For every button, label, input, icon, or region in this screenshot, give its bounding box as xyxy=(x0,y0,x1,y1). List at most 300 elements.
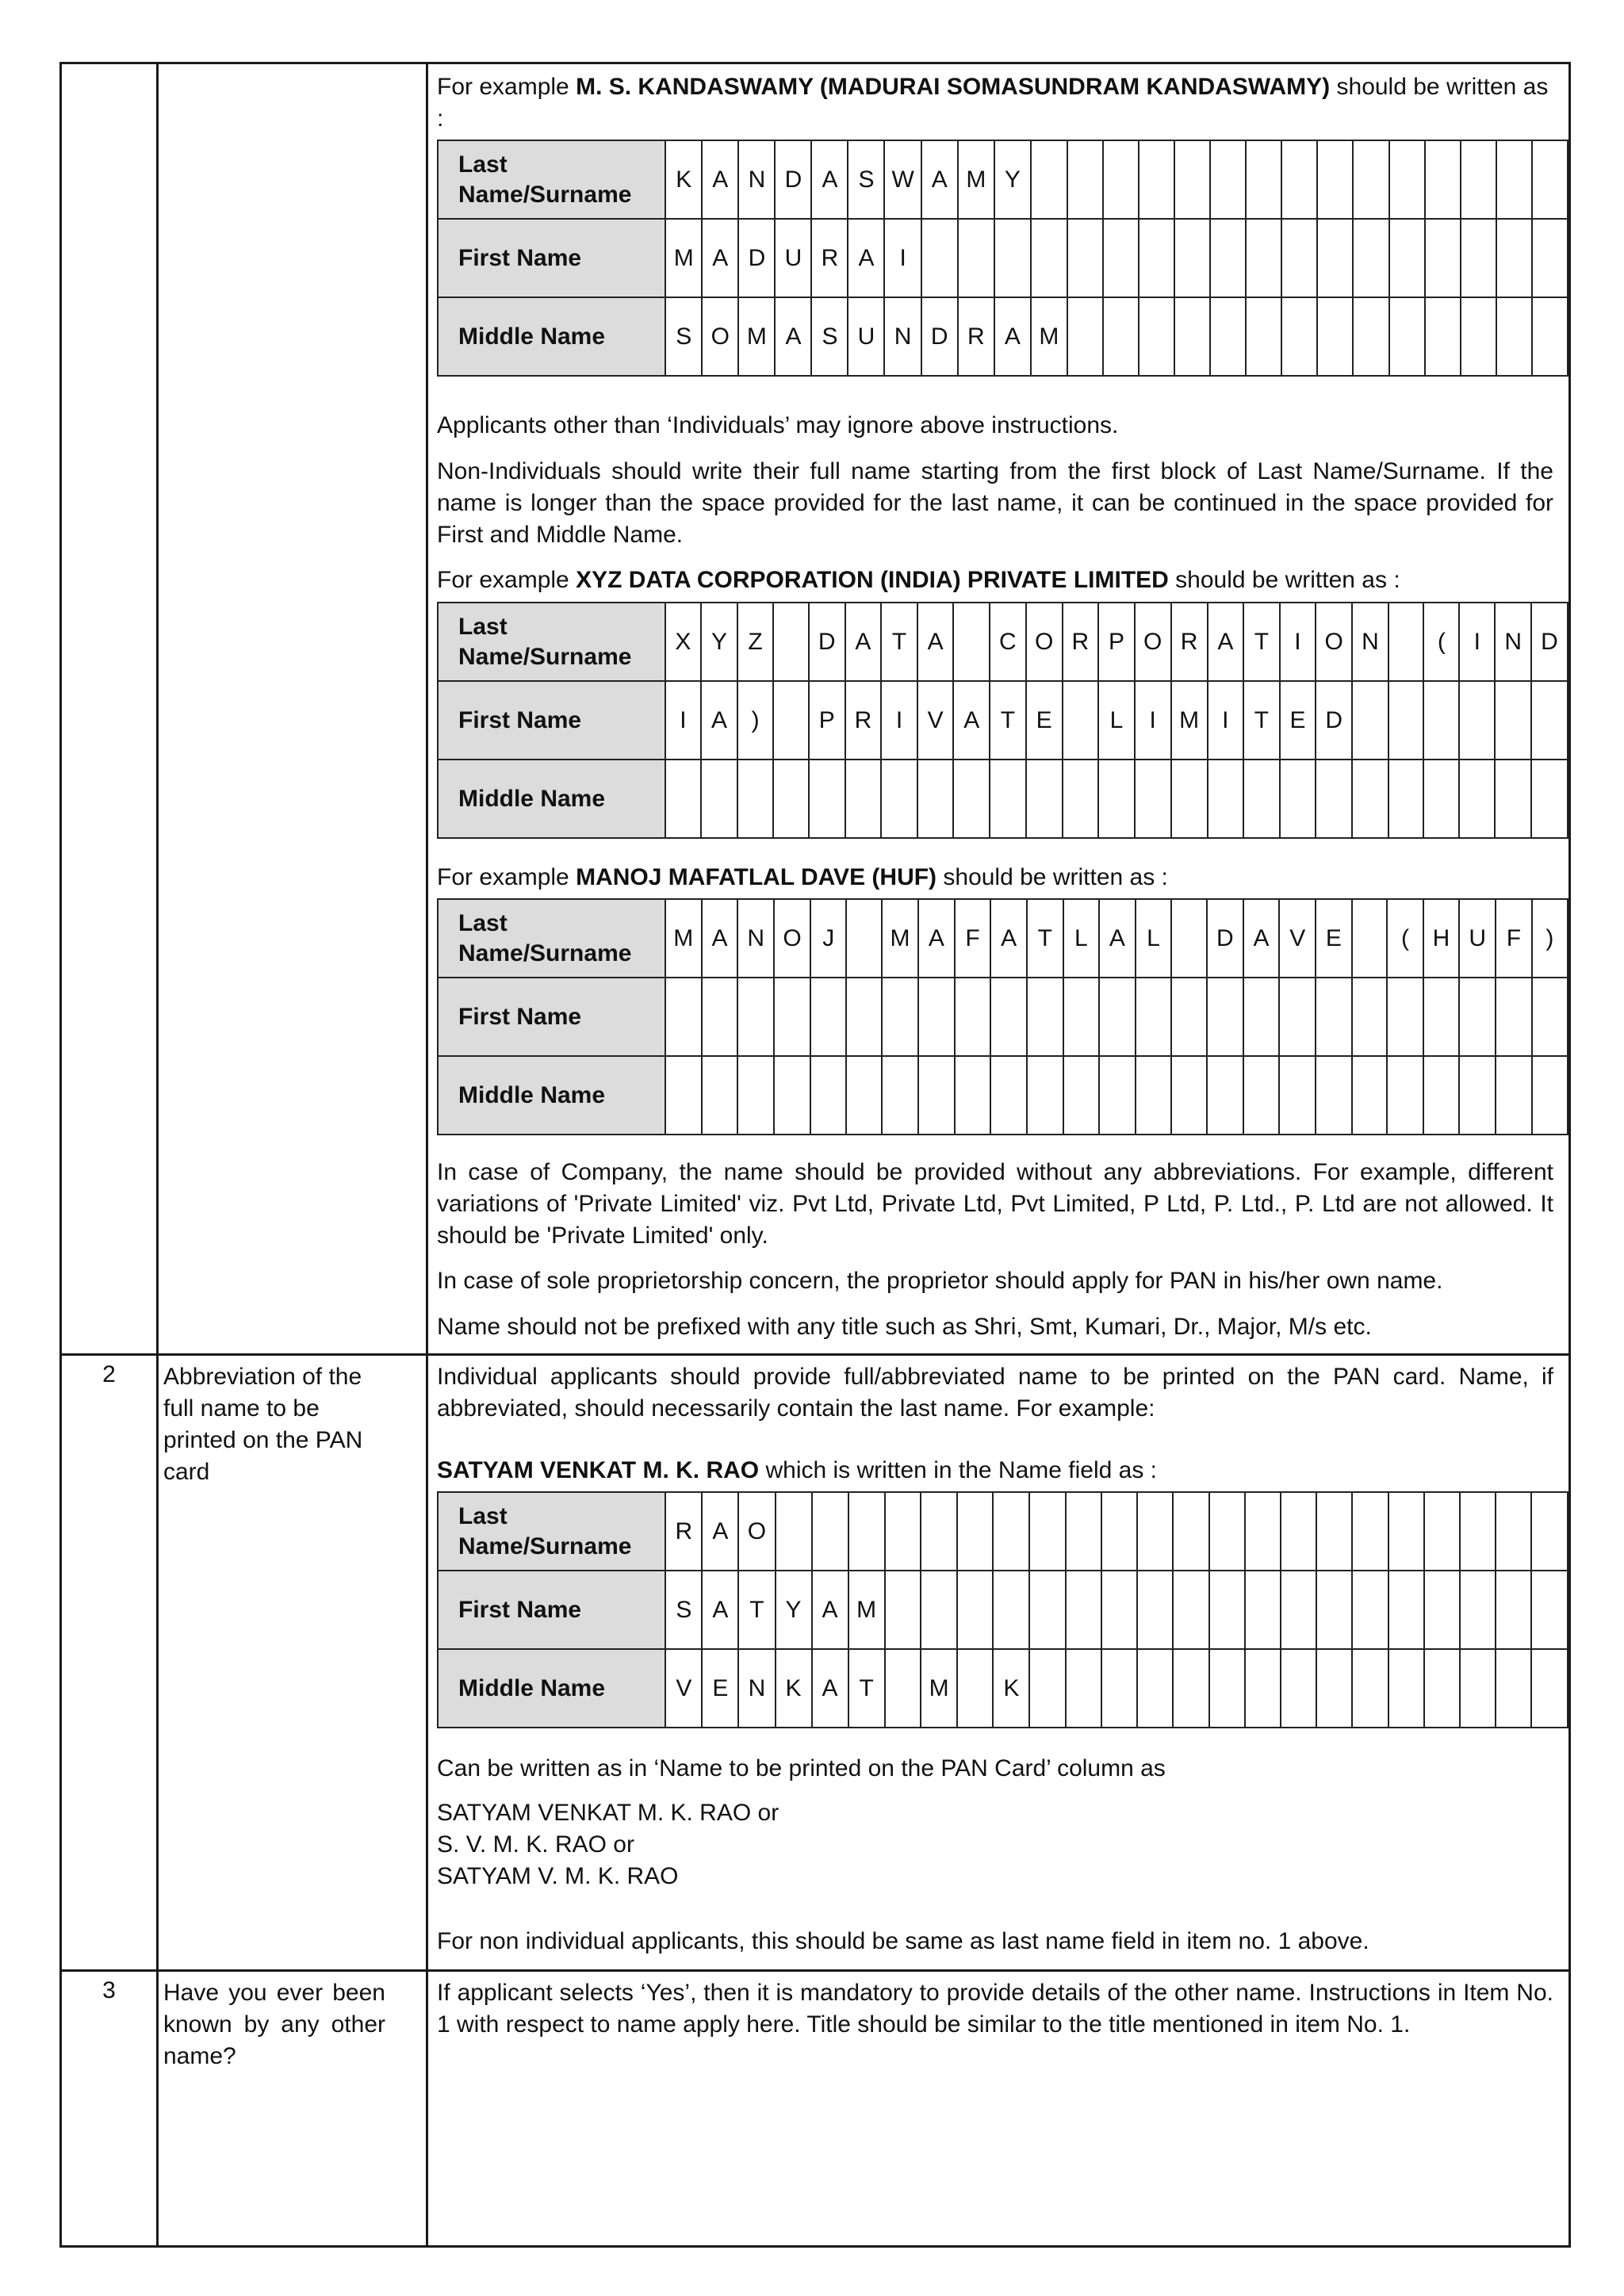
char-box xyxy=(1103,297,1139,376)
char-box xyxy=(1135,760,1171,838)
char-box xyxy=(1531,1571,1568,1649)
char-box: O xyxy=(1135,603,1171,681)
variant: SATYAM V. M. K. RAO xyxy=(437,1863,679,1889)
char-box xyxy=(1388,760,1424,838)
char-box xyxy=(1316,1056,1352,1135)
char-box: A xyxy=(702,1571,738,1649)
char-box xyxy=(1316,760,1352,838)
char-box: K xyxy=(993,1649,1029,1728)
char-box xyxy=(1424,1492,1460,1571)
char-box xyxy=(1423,760,1459,838)
char-box xyxy=(701,760,737,838)
example2-grid xyxy=(437,602,1568,839)
note-non-individuals: Applicants other than ‘Individuals’ may ignore above instructions. xyxy=(437,412,1119,438)
name-grid-row xyxy=(438,1492,1568,1571)
char-box xyxy=(1388,1571,1424,1649)
section3-instruction: If applicant selects ‘Yes’, then it is mandatory to provide details of the other name. Instructions in Item No. 1 with respect to name apply here. Title should be similar to the title mentioned in item No. 1. xyxy=(437,1980,1553,2038)
char-box xyxy=(809,760,845,838)
char-box xyxy=(773,681,809,760)
name-grid-table xyxy=(437,602,1568,839)
char-box: Y xyxy=(701,603,737,681)
char-box xyxy=(1316,1649,1352,1728)
char-box: N xyxy=(1495,603,1531,681)
char-box xyxy=(774,978,810,1056)
char-box: A xyxy=(812,1649,848,1728)
char-box xyxy=(1281,1649,1316,1728)
char-box xyxy=(665,760,702,838)
column-divider xyxy=(426,64,428,2245)
name-grid-table xyxy=(437,898,1568,1135)
char-box xyxy=(1210,140,1246,219)
char-box: T xyxy=(1243,603,1280,681)
char-box xyxy=(1281,140,1317,219)
char-box xyxy=(1243,978,1280,1056)
char-box xyxy=(1281,1492,1316,1571)
name-grid-row xyxy=(438,899,1568,978)
char-box xyxy=(1532,140,1568,219)
abbreviation-variants xyxy=(437,1797,1553,1892)
char-box xyxy=(1139,297,1174,376)
char-box: W xyxy=(884,140,921,219)
char-box xyxy=(1098,760,1135,838)
char-box xyxy=(1531,1492,1568,1571)
char-box: O xyxy=(738,1492,775,1571)
char-box xyxy=(1352,899,1388,978)
char-box xyxy=(1317,219,1353,297)
char-box xyxy=(1136,1056,1172,1135)
char-box xyxy=(1099,1056,1136,1135)
char-box xyxy=(1459,978,1496,1056)
char-box: D xyxy=(1531,603,1568,681)
char-box: E xyxy=(1026,681,1063,760)
char-box xyxy=(955,1056,991,1135)
char-box xyxy=(848,1492,885,1571)
char-box xyxy=(1099,978,1136,1056)
char-box: A xyxy=(921,140,958,219)
char-box: A xyxy=(775,297,811,376)
char-box xyxy=(1496,1571,1531,1649)
char-box xyxy=(1063,978,1100,1056)
char-box xyxy=(1532,219,1568,297)
char-box: M xyxy=(738,297,775,376)
char-box: A xyxy=(701,681,737,760)
char-box: T xyxy=(848,1649,885,1728)
field-label: First Name xyxy=(438,978,665,1056)
field-label: Middle Name xyxy=(438,1649,665,1728)
char-box xyxy=(1171,1056,1207,1135)
char-box xyxy=(1496,219,1532,297)
char-box: Z xyxy=(737,603,774,681)
char-box xyxy=(1209,1649,1245,1728)
name-grid-row xyxy=(438,140,1568,219)
field-label: Last Name/Surname xyxy=(438,603,665,681)
char-box: D xyxy=(1316,681,1352,760)
char-box xyxy=(1459,760,1495,838)
char-box xyxy=(1352,681,1388,760)
char-box xyxy=(882,978,918,1056)
char-box: T xyxy=(738,1571,775,1649)
char-box xyxy=(1063,681,1099,760)
char-box: R xyxy=(1171,603,1208,681)
char-box xyxy=(846,1056,882,1135)
char-box xyxy=(1066,1492,1101,1571)
char-box xyxy=(1461,297,1496,376)
char-box: E xyxy=(1280,681,1316,760)
char-box: M xyxy=(1031,297,1067,376)
char-box xyxy=(957,1649,993,1728)
char-box xyxy=(1136,978,1172,1056)
char-box xyxy=(1103,140,1139,219)
name-grid-row xyxy=(438,681,1568,760)
can-be-written: Can be written as in ‘Name to be printed on the PAN Card’ column as xyxy=(437,1755,1166,1781)
char-box: R xyxy=(958,297,994,376)
char-box: I xyxy=(1135,681,1171,760)
char-box xyxy=(1174,140,1210,219)
char-box: A xyxy=(918,899,955,978)
char-box: V xyxy=(917,681,954,760)
char-box xyxy=(994,219,1031,297)
char-box xyxy=(1066,1571,1101,1649)
char-box xyxy=(993,1492,1029,1571)
char-box: A xyxy=(1099,899,1136,978)
field-label: Middle Name xyxy=(438,760,665,838)
example1-heading: For example M. S. KANDASWAMY (MADURAI SOMASUNDRAM KANDASWAMY) should be written as : xyxy=(437,74,1549,132)
example1-grid xyxy=(437,140,1568,377)
char-box: R xyxy=(845,681,882,760)
item-label: Abbreviation of the full name to be printed on the PAN card xyxy=(163,1364,363,1485)
char-box: Y xyxy=(994,140,1031,219)
char-box xyxy=(702,978,738,1056)
char-box: U xyxy=(848,297,884,376)
char-box: A xyxy=(1208,603,1244,681)
non-individuals-instruction: Non-Individuals should write their full name starting from the first block of Last Name/Surname. If the name is longer than the space provided for the last name, it can be continued in the space provided for First and Middle Name. xyxy=(437,458,1553,548)
char-box: I xyxy=(1459,603,1495,681)
name-grid-row xyxy=(438,219,1568,297)
char-box xyxy=(1424,1571,1460,1649)
char-box: T xyxy=(990,681,1026,760)
char-box: F xyxy=(1496,899,1532,978)
char-box: K xyxy=(776,1649,812,1728)
char-box: A xyxy=(1243,899,1280,978)
char-box xyxy=(1459,681,1495,760)
char-box xyxy=(990,1056,1027,1135)
char-box xyxy=(1173,1649,1208,1728)
char-box: V xyxy=(1279,899,1316,978)
name-grid-row xyxy=(438,978,1568,1056)
char-box: S xyxy=(811,297,848,376)
char-box: O xyxy=(702,297,738,376)
char-box: ) xyxy=(1532,899,1568,978)
char-box xyxy=(921,1571,957,1649)
char-box xyxy=(1137,1649,1173,1728)
char-box: M xyxy=(848,1571,885,1649)
char-box xyxy=(918,978,955,1056)
char-box xyxy=(882,1056,918,1135)
example2-heading: For example XYZ DATA CORPORATION (INDIA) PRIVATE LIMITED should be written as : xyxy=(437,567,1400,593)
char-box: A xyxy=(702,899,738,978)
char-box: T xyxy=(1243,681,1280,760)
char-box xyxy=(1029,1649,1065,1728)
field-label: First Name xyxy=(438,219,665,297)
variant: S. V. M. K. RAO or xyxy=(437,1831,634,1858)
char-box xyxy=(1353,219,1388,297)
row-divider xyxy=(62,1353,1568,1356)
char-box xyxy=(885,1571,921,1649)
char-box xyxy=(1496,1649,1531,1728)
char-box xyxy=(1031,140,1067,219)
char-box xyxy=(1209,1492,1245,1571)
char-box xyxy=(1243,760,1280,838)
char-box: U xyxy=(1459,899,1496,978)
char-box: I xyxy=(1208,681,1244,760)
name-grid-table xyxy=(437,1491,1568,1728)
char-box xyxy=(1101,1649,1137,1728)
char-box xyxy=(1389,297,1425,376)
char-box: A xyxy=(811,140,848,219)
char-box xyxy=(953,760,990,838)
char-box xyxy=(1210,219,1246,297)
char-box: O xyxy=(1316,603,1352,681)
char-box xyxy=(1460,1492,1496,1571)
field-label: Last Name/Surname xyxy=(438,1492,665,1571)
char-box: L xyxy=(1136,899,1172,978)
char-box xyxy=(1352,1492,1388,1571)
char-box xyxy=(846,978,882,1056)
char-box: N xyxy=(737,899,774,978)
char-box xyxy=(1496,1492,1531,1571)
char-box xyxy=(1388,1492,1424,1571)
char-box: ) xyxy=(737,681,774,760)
char-box: L xyxy=(1063,899,1100,978)
char-box xyxy=(1352,1571,1388,1649)
char-box xyxy=(1387,978,1423,1056)
name-grid-row xyxy=(438,1571,1568,1649)
char-box xyxy=(1063,1056,1100,1135)
char-box xyxy=(1496,297,1532,376)
char-box xyxy=(953,603,990,681)
column-divider xyxy=(156,64,159,2245)
item-label: Have you ever been known by any other name? xyxy=(163,1980,385,2069)
char-box xyxy=(1173,1571,1208,1649)
char-box: D xyxy=(1207,899,1243,978)
section2-example-heading: SATYAM VENKAT M. K. RAO which is written in the Name field as : xyxy=(437,1457,1158,1483)
char-box xyxy=(958,219,994,297)
char-box xyxy=(885,1649,921,1728)
char-box xyxy=(1101,1492,1137,1571)
char-box xyxy=(1531,1649,1568,1728)
char-box xyxy=(773,603,809,681)
char-box: D xyxy=(921,297,958,376)
char-box: A xyxy=(953,681,990,760)
char-box: X xyxy=(665,603,702,681)
char-box: F xyxy=(955,899,991,978)
char-box xyxy=(1279,1056,1316,1135)
field-label: First Name xyxy=(438,1571,665,1649)
char-box xyxy=(1067,140,1103,219)
char-box xyxy=(1031,219,1067,297)
char-box xyxy=(1531,681,1568,760)
char-box xyxy=(957,1492,993,1571)
char-box xyxy=(1460,1649,1496,1728)
char-box: M xyxy=(665,899,702,978)
char-box xyxy=(1423,681,1459,760)
name-grid-row xyxy=(438,760,1568,838)
char-box xyxy=(737,1056,774,1135)
char-box: A xyxy=(994,297,1031,376)
char-box: L xyxy=(1098,681,1135,760)
char-box: S xyxy=(848,140,884,219)
char-box: A xyxy=(702,219,738,297)
char-box xyxy=(1316,1571,1352,1649)
name-grid-row xyxy=(438,603,1568,681)
char-box xyxy=(1210,297,1246,376)
char-box: M xyxy=(958,140,994,219)
char-box: M xyxy=(665,219,702,297)
char-box: D xyxy=(809,603,845,681)
char-box xyxy=(1388,681,1424,760)
char-box: P xyxy=(809,681,845,760)
char-box: I xyxy=(884,219,921,297)
char-box xyxy=(1532,978,1568,1056)
char-box xyxy=(881,760,917,838)
char-box: P xyxy=(1098,603,1135,681)
char-box: N xyxy=(738,1649,775,1728)
char-box xyxy=(1352,1649,1388,1728)
char-box xyxy=(1460,1571,1496,1649)
char-box xyxy=(1279,978,1316,1056)
name-grid-row xyxy=(438,1649,1568,1728)
char-box: I xyxy=(881,681,917,760)
char-box xyxy=(773,760,809,838)
char-box xyxy=(737,978,774,1056)
char-box xyxy=(776,1492,812,1571)
field-label: Last Name/Surname xyxy=(438,140,665,219)
char-box xyxy=(737,760,774,838)
char-box xyxy=(1531,760,1568,838)
char-box xyxy=(1424,1649,1460,1728)
char-box: T xyxy=(881,603,917,681)
char-box xyxy=(1353,140,1388,219)
char-box: E xyxy=(1316,899,1352,978)
char-box xyxy=(1207,1056,1243,1135)
char-box: N xyxy=(884,297,921,376)
instruction-table xyxy=(59,62,1571,2248)
char-box xyxy=(917,760,954,838)
char-box: A xyxy=(812,1571,848,1649)
char-box xyxy=(990,760,1026,838)
item-number: 3 xyxy=(102,1977,116,2003)
char-box: U xyxy=(775,219,811,297)
char-box: R xyxy=(1063,603,1099,681)
char-box xyxy=(1317,140,1353,219)
char-box: I xyxy=(665,681,702,760)
char-box xyxy=(1209,1571,1245,1649)
proprietor-note: In case of sole proprietorship concern, the proprietor should apply for PAN in his/her own name. xyxy=(437,1268,1443,1294)
char-box xyxy=(1459,1056,1496,1135)
char-box xyxy=(1496,978,1532,1056)
field-label: Last Name/Surname xyxy=(438,899,665,978)
char-box xyxy=(1245,1492,1281,1571)
char-box xyxy=(1532,297,1568,376)
char-box xyxy=(993,1571,1029,1649)
row-divider xyxy=(62,1969,1568,1972)
char-box xyxy=(1207,978,1243,1056)
char-box xyxy=(665,978,702,1056)
char-box: N xyxy=(738,140,775,219)
char-box: J xyxy=(810,899,846,978)
section2-instruction: Individual applicants should provide full/abbreviated name to be printed on the PAN card. Name, if abbreviated, should necessarily contain the last name. For example: xyxy=(437,1364,1553,1422)
char-box xyxy=(1027,978,1063,1056)
char-box: ( xyxy=(1387,899,1423,978)
char-box xyxy=(1063,760,1099,838)
char-box: A xyxy=(917,603,954,681)
char-box xyxy=(1101,1571,1137,1649)
char-box xyxy=(1389,219,1425,297)
char-box xyxy=(1027,1056,1063,1135)
char-box xyxy=(1246,140,1281,219)
char-box xyxy=(774,1056,810,1135)
char-box xyxy=(885,1492,921,1571)
char-box xyxy=(1173,1492,1208,1571)
char-box xyxy=(1171,899,1207,978)
char-box xyxy=(1352,1056,1388,1135)
field-label: Middle Name xyxy=(438,297,665,376)
char-box xyxy=(1208,760,1244,838)
char-box: A xyxy=(848,219,884,297)
char-box: A xyxy=(702,140,738,219)
char-box xyxy=(1139,140,1174,219)
char-box: A xyxy=(845,603,882,681)
char-box xyxy=(702,1056,738,1135)
non-individual-note: For non individual applicants, this should be same as last name field in item no. 1 above. xyxy=(437,1928,1369,1954)
char-box: ( xyxy=(1423,603,1459,681)
char-box: S xyxy=(665,297,702,376)
char-box: M xyxy=(882,899,918,978)
char-box: O xyxy=(1026,603,1063,681)
char-box xyxy=(1029,1492,1065,1571)
char-box: V xyxy=(665,1649,702,1728)
char-box xyxy=(1067,297,1103,376)
char-box: D xyxy=(738,219,775,297)
example3-grid xyxy=(437,898,1568,1135)
char-box xyxy=(1103,219,1139,297)
char-box xyxy=(1281,219,1317,297)
char-box xyxy=(1026,760,1063,838)
char-box xyxy=(1388,603,1424,681)
char-box xyxy=(1246,297,1281,376)
char-box xyxy=(1245,1649,1281,1728)
char-box: M xyxy=(1171,681,1208,760)
char-box xyxy=(1137,1492,1173,1571)
char-box xyxy=(1425,297,1461,376)
char-box xyxy=(810,978,846,1056)
example3-heading: For example MANOJ MAFATLAL DAVE (HUF) should be written as : xyxy=(437,864,1168,890)
char-box xyxy=(1029,1571,1065,1649)
char-box: S xyxy=(665,1571,702,1649)
char-box xyxy=(1352,760,1388,838)
item-number: 2 xyxy=(102,1361,116,1387)
char-box xyxy=(1246,219,1281,297)
name-grid-table xyxy=(437,140,1568,377)
char-box: T xyxy=(1027,899,1063,978)
char-box xyxy=(1280,760,1316,838)
char-box: A xyxy=(990,899,1027,978)
char-box: K xyxy=(665,140,702,219)
char-box xyxy=(665,1056,702,1135)
char-box xyxy=(1532,1056,1568,1135)
char-box xyxy=(1387,1056,1423,1135)
char-box xyxy=(845,760,882,838)
